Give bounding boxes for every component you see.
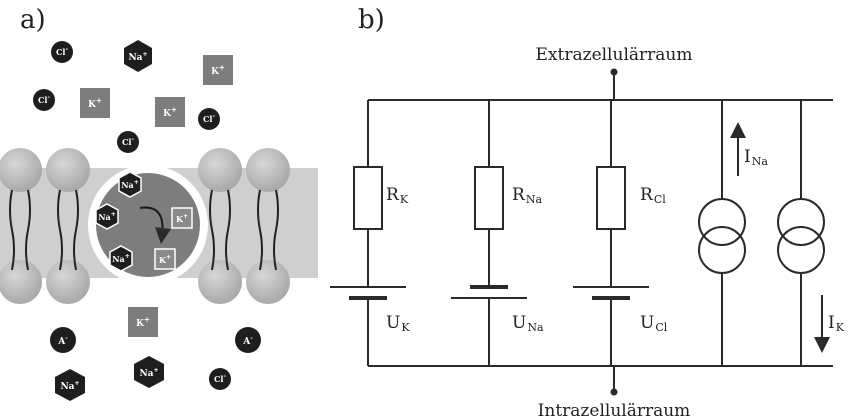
svg-text:Na+: Na+ — [98, 211, 116, 222]
branch-chloride — [573, 100, 668, 366]
battery-na-label: UNa — [512, 313, 544, 334]
panel-b-label: b) — [358, 5, 385, 35]
svg-text:Na+: Na+ — [121, 179, 139, 190]
svg-text:K+: K+ — [211, 63, 225, 77]
bottom-terminal — [611, 389, 618, 396]
top-terminal — [611, 69, 618, 76]
svg-text:Na+: Na+ — [128, 51, 148, 63]
svg-text:K+: K+ — [136, 315, 150, 329]
svg-text:K+: K+ — [176, 213, 188, 224]
panel-a-label: a) — [20, 5, 46, 35]
intracellular-ions — [50, 307, 261, 401]
resistor-cl — [597, 167, 625, 229]
intracellular-label: Intrazellulärraum — [537, 401, 691, 419]
current-k-label: IK — [828, 313, 844, 334]
resistor-cl-label: RCl — [640, 185, 666, 206]
resistor-na — [475, 167, 503, 229]
svg-text:Cl-: Cl- — [122, 136, 134, 147]
svg-text:A-: A- — [243, 335, 253, 347]
svg-text:K+: K+ — [88, 96, 102, 110]
svg-text:Cl-: Cl- — [56, 46, 68, 57]
svg-text:Na+: Na+ — [60, 380, 80, 392]
svg-text:Cl-: Cl- — [203, 113, 215, 124]
extracellular-label: Extrazellulärraum — [535, 45, 693, 65]
svg-text:A-: A- — [58, 335, 68, 347]
battery-k-label: UK — [386, 313, 410, 334]
svg-text:Na+: Na+ — [139, 367, 159, 379]
sodium-potassium-pump — [88, 165, 208, 285]
svg-text:K+: K+ — [163, 105, 177, 119]
current-na-label: INa — [744, 147, 768, 168]
resistor-k — [354, 167, 382, 229]
svg-text:Cl-: Cl- — [38, 94, 50, 105]
current-source-potassium — [778, 100, 845, 366]
current-source-sodium — [699, 100, 768, 366]
battery-cl-label: UCl — [640, 313, 668, 334]
svg-text:Na+: Na+ — [112, 253, 130, 264]
svg-text:Cl-: Cl- — [214, 373, 226, 384]
svg-text:K+: K+ — [159, 254, 171, 265]
branch-sodium — [451, 100, 544, 366]
branch-potassium — [330, 100, 410, 366]
resistor-na-label: RNa — [512, 185, 542, 206]
resistor-k-label: RK — [386, 185, 409, 206]
extracellular-ions — [33, 40, 233, 153]
panel-b — [330, 5, 845, 419]
panel-a — [0, 5, 318, 401]
